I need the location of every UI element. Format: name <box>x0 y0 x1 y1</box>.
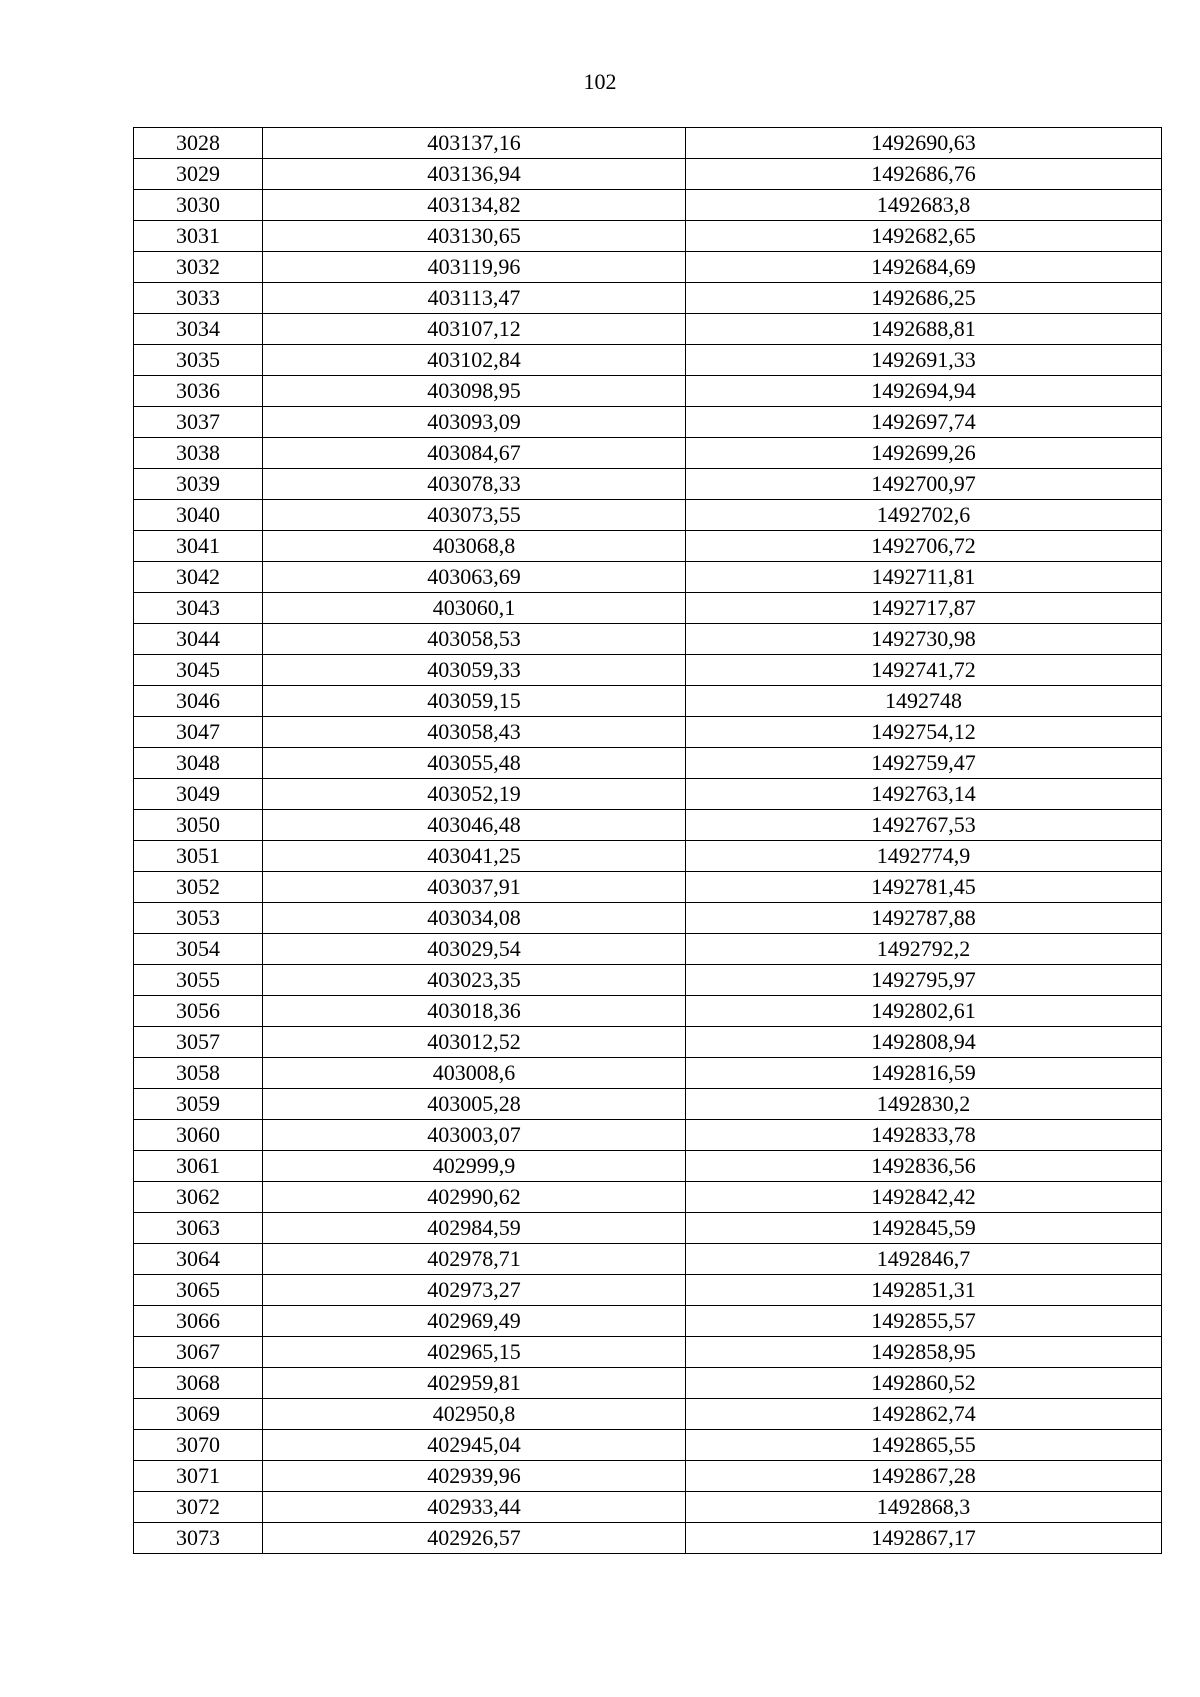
table-row <box>134 283 1162 314</box>
point-number-cell: 3040 <box>134 500 263 531</box>
y-coordinate-cell: 1492763,14 <box>686 779 1162 810</box>
y-coordinate-cell: 1492754,12 <box>686 717 1162 748</box>
point-number-cell: 3065 <box>134 1275 263 1306</box>
point-number-cell: 3037 <box>134 407 263 438</box>
point-number-cell: 3048 <box>134 748 263 779</box>
table-row <box>134 1089 1162 1120</box>
point-number-cell: 3056 <box>134 996 263 1027</box>
y-coordinate-cell: 1492862,74 <box>686 1399 1162 1430</box>
y-coordinate-cell: 1492683,8 <box>686 190 1162 221</box>
table-row <box>134 686 1162 717</box>
table-row <box>134 1027 1162 1058</box>
y-coordinate-cell: 1492845,59 <box>686 1213 1162 1244</box>
page-number: 102 <box>583 69 617 94</box>
y-coordinate-cell: 1492830,2 <box>686 1089 1162 1120</box>
point-number-cell: 3039 <box>134 469 263 500</box>
x-coordinate-cell: 403078,33 <box>263 469 686 500</box>
point-number-cell: 3069 <box>134 1399 263 1430</box>
x-coordinate-cell: 403008,6 <box>263 1058 686 1089</box>
y-coordinate-cell: 1492699,26 <box>686 438 1162 469</box>
x-coordinate-cell: 403098,95 <box>263 376 686 407</box>
x-coordinate-cell: 403003,07 <box>263 1120 686 1151</box>
y-coordinate-cell: 1492795,97 <box>686 965 1162 996</box>
y-coordinate-cell: 1492741,72 <box>686 655 1162 686</box>
point-number-cell: 3030 <box>134 190 263 221</box>
point-number-cell: 3060 <box>134 1120 263 1151</box>
table-row <box>134 531 1162 562</box>
x-coordinate-cell: 402969,49 <box>263 1306 686 1337</box>
table-row <box>134 1399 1162 1430</box>
point-number-cell: 3044 <box>134 624 263 655</box>
x-coordinate-cell: 403102,84 <box>263 345 686 376</box>
y-coordinate-cell: 1492702,6 <box>686 500 1162 531</box>
table-row <box>134 779 1162 810</box>
x-coordinate-cell: 402978,71 <box>263 1244 686 1275</box>
point-number-cell: 3055 <box>134 965 263 996</box>
table-row <box>134 1461 1162 1492</box>
point-number-cell: 3035 <box>134 345 263 376</box>
point-number-cell: 3049 <box>134 779 263 810</box>
table-row <box>134 1182 1162 1213</box>
point-number-cell: 3070 <box>134 1430 263 1461</box>
y-coordinate-cell: 1492717,87 <box>686 593 1162 624</box>
y-coordinate-cell: 1492686,76 <box>686 159 1162 190</box>
x-coordinate-cell: 403041,25 <box>263 841 686 872</box>
coordinates-table <box>133 127 1162 1554</box>
y-coordinate-cell: 1492808,94 <box>686 1027 1162 1058</box>
x-coordinate-cell: 403059,15 <box>263 686 686 717</box>
point-number-cell: 3046 <box>134 686 263 717</box>
point-number-cell: 3051 <box>134 841 263 872</box>
x-coordinate-cell: 403119,96 <box>263 252 686 283</box>
x-coordinate-cell: 402945,04 <box>263 1430 686 1461</box>
y-coordinate-cell: 1492759,47 <box>686 748 1162 779</box>
point-number-cell: 3061 <box>134 1151 263 1182</box>
point-number-cell: 3057 <box>134 1027 263 1058</box>
x-coordinate-cell: 403029,54 <box>263 934 686 965</box>
y-coordinate-cell: 1492682,65 <box>686 221 1162 252</box>
table-row <box>134 1120 1162 1151</box>
point-number-cell: 3034 <box>134 314 263 345</box>
table-row <box>134 438 1162 469</box>
point-number-cell: 3062 <box>134 1182 263 1213</box>
table-row <box>134 624 1162 655</box>
table-row <box>134 1337 1162 1368</box>
x-coordinate-cell: 403018,36 <box>263 996 686 1027</box>
table-row <box>134 1368 1162 1399</box>
table-row <box>134 810 1162 841</box>
point-number-cell: 3038 <box>134 438 263 469</box>
x-coordinate-cell: 402984,59 <box>263 1213 686 1244</box>
table-row <box>134 190 1162 221</box>
y-coordinate-cell: 1492711,81 <box>686 562 1162 593</box>
y-coordinate-cell: 1492686,25 <box>686 283 1162 314</box>
x-coordinate-cell: 403136,94 <box>263 159 686 190</box>
table-row <box>134 996 1162 1027</box>
x-coordinate-cell: 403073,55 <box>263 500 686 531</box>
table-row <box>134 841 1162 872</box>
point-number-cell: 3073 <box>134 1523 263 1554</box>
point-number-cell: 3042 <box>134 562 263 593</box>
x-coordinate-cell: 403052,19 <box>263 779 686 810</box>
point-number-cell: 3029 <box>134 159 263 190</box>
x-coordinate-cell: 403113,47 <box>263 283 686 314</box>
x-coordinate-cell: 403058,43 <box>263 717 686 748</box>
y-coordinate-cell: 1492691,33 <box>686 345 1162 376</box>
table-row <box>134 1306 1162 1337</box>
table-row <box>134 562 1162 593</box>
table-row <box>134 159 1162 190</box>
table-row <box>134 1523 1162 1554</box>
y-coordinate-cell: 1492846,7 <box>686 1244 1162 1275</box>
y-coordinate-cell: 1492816,59 <box>686 1058 1162 1089</box>
point-number-cell: 3058 <box>134 1058 263 1089</box>
point-number-cell: 3043 <box>134 593 263 624</box>
table-row <box>134 1151 1162 1182</box>
x-coordinate-cell: 403063,69 <box>263 562 686 593</box>
x-coordinate-cell: 403012,52 <box>263 1027 686 1058</box>
point-number-cell: 3041 <box>134 531 263 562</box>
point-number-cell: 3033 <box>134 283 263 314</box>
x-coordinate-cell: 403068,8 <box>263 531 686 562</box>
table-row <box>134 500 1162 531</box>
x-coordinate-cell: 402950,8 <box>263 1399 686 1430</box>
y-coordinate-cell: 1492836,56 <box>686 1151 1162 1182</box>
point-number-cell: 3064 <box>134 1244 263 1275</box>
x-coordinate-cell: 403034,08 <box>263 903 686 934</box>
y-coordinate-cell: 1492688,81 <box>686 314 1162 345</box>
y-coordinate-cell: 1492833,78 <box>686 1120 1162 1151</box>
table-row <box>134 903 1162 934</box>
y-coordinate-cell: 1492748 <box>686 686 1162 717</box>
y-coordinate-cell: 1492802,61 <box>686 996 1162 1027</box>
y-coordinate-cell: 1492855,57 <box>686 1306 1162 1337</box>
point-number-cell: 3036 <box>134 376 263 407</box>
table-row <box>134 1244 1162 1275</box>
point-number-cell: 3031 <box>134 221 263 252</box>
point-number-cell: 3067 <box>134 1337 263 1368</box>
x-coordinate-cell: 403060,1 <box>263 593 686 624</box>
x-coordinate-cell: 403046,48 <box>263 810 686 841</box>
x-coordinate-cell: 402973,27 <box>263 1275 686 1306</box>
x-coordinate-cell: 403134,82 <box>263 190 686 221</box>
table-row <box>134 1213 1162 1244</box>
y-coordinate-cell: 1492690,63 <box>686 128 1162 159</box>
y-coordinate-cell: 1492858,95 <box>686 1337 1162 1368</box>
table-row <box>134 655 1162 686</box>
x-coordinate-cell: 403130,65 <box>263 221 686 252</box>
table-row <box>134 934 1162 965</box>
y-coordinate-cell: 1492865,55 <box>686 1430 1162 1461</box>
point-number-cell: 3052 <box>134 872 263 903</box>
x-coordinate-cell: 403059,33 <box>263 655 686 686</box>
y-coordinate-cell: 1492694,94 <box>686 376 1162 407</box>
x-coordinate-cell: 403005,28 <box>263 1089 686 1120</box>
y-coordinate-cell: 1492851,31 <box>686 1275 1162 1306</box>
point-number-cell: 3047 <box>134 717 263 748</box>
x-coordinate-cell: 403037,91 <box>263 872 686 903</box>
table-row <box>134 717 1162 748</box>
y-coordinate-cell: 1492867,17 <box>686 1523 1162 1554</box>
table-row <box>134 128 1162 159</box>
y-coordinate-cell: 1492860,52 <box>686 1368 1162 1399</box>
table-row <box>134 1492 1162 1523</box>
table-row <box>134 314 1162 345</box>
table-row <box>134 345 1162 376</box>
x-coordinate-cell: 402926,57 <box>263 1523 686 1554</box>
table-row <box>134 1430 1162 1461</box>
y-coordinate-cell: 1492781,45 <box>686 872 1162 903</box>
x-coordinate-cell: 403023,35 <box>263 965 686 996</box>
point-number-cell: 3054 <box>134 934 263 965</box>
table-row <box>134 469 1162 500</box>
y-coordinate-cell: 1492867,28 <box>686 1461 1162 1492</box>
x-coordinate-cell: 402990,62 <box>263 1182 686 1213</box>
point-number-cell: 3063 <box>134 1213 263 1244</box>
x-coordinate-cell: 403084,67 <box>263 438 686 469</box>
x-coordinate-cell: 402933,44 <box>263 1492 686 1523</box>
x-coordinate-cell: 403107,12 <box>263 314 686 345</box>
y-coordinate-cell: 1492792,2 <box>686 934 1162 965</box>
x-coordinate-cell: 403137,16 <box>263 128 686 159</box>
coordinates-table-body <box>134 128 1162 1554</box>
y-coordinate-cell: 1492730,98 <box>686 624 1162 655</box>
point-number-cell: 3066 <box>134 1306 263 1337</box>
y-coordinate-cell: 1492684,69 <box>686 252 1162 283</box>
table-row <box>134 872 1162 903</box>
y-coordinate-cell: 1492787,88 <box>686 903 1162 934</box>
table-row <box>134 1058 1162 1089</box>
x-coordinate-cell: 403058,53 <box>263 624 686 655</box>
point-number-cell: 3032 <box>134 252 263 283</box>
point-number-cell: 3053 <box>134 903 263 934</box>
x-coordinate-cell: 402999,9 <box>263 1151 686 1182</box>
x-coordinate-cell: 402959,81 <box>263 1368 686 1399</box>
point-number-cell: 3059 <box>134 1089 263 1120</box>
table-row <box>134 593 1162 624</box>
table-row <box>134 965 1162 996</box>
x-coordinate-cell: 402965,15 <box>263 1337 686 1368</box>
table-row <box>134 1275 1162 1306</box>
table-row <box>134 376 1162 407</box>
y-coordinate-cell: 1492774,9 <box>686 841 1162 872</box>
table-row <box>134 221 1162 252</box>
table-row <box>134 748 1162 779</box>
y-coordinate-cell: 1492868,3 <box>686 1492 1162 1523</box>
x-coordinate-cell: 402939,96 <box>263 1461 686 1492</box>
point-number-cell: 3068 <box>134 1368 263 1399</box>
y-coordinate-cell: 1492706,72 <box>686 531 1162 562</box>
x-coordinate-cell: 403093,09 <box>263 407 686 438</box>
point-number-cell: 3072 <box>134 1492 263 1523</box>
x-coordinate-cell: 403055,48 <box>263 748 686 779</box>
point-number-cell: 3045 <box>134 655 263 686</box>
y-coordinate-cell: 1492700,97 <box>686 469 1162 500</box>
table-row <box>134 252 1162 283</box>
point-number-cell: 3028 <box>134 128 263 159</box>
y-coordinate-cell: 1492767,53 <box>686 810 1162 841</box>
y-coordinate-cell: 1492697,74 <box>686 407 1162 438</box>
table-row <box>134 407 1162 438</box>
y-coordinate-cell: 1492842,42 <box>686 1182 1162 1213</box>
point-number-cell: 3071 <box>134 1461 263 1492</box>
point-number-cell: 3050 <box>134 810 263 841</box>
